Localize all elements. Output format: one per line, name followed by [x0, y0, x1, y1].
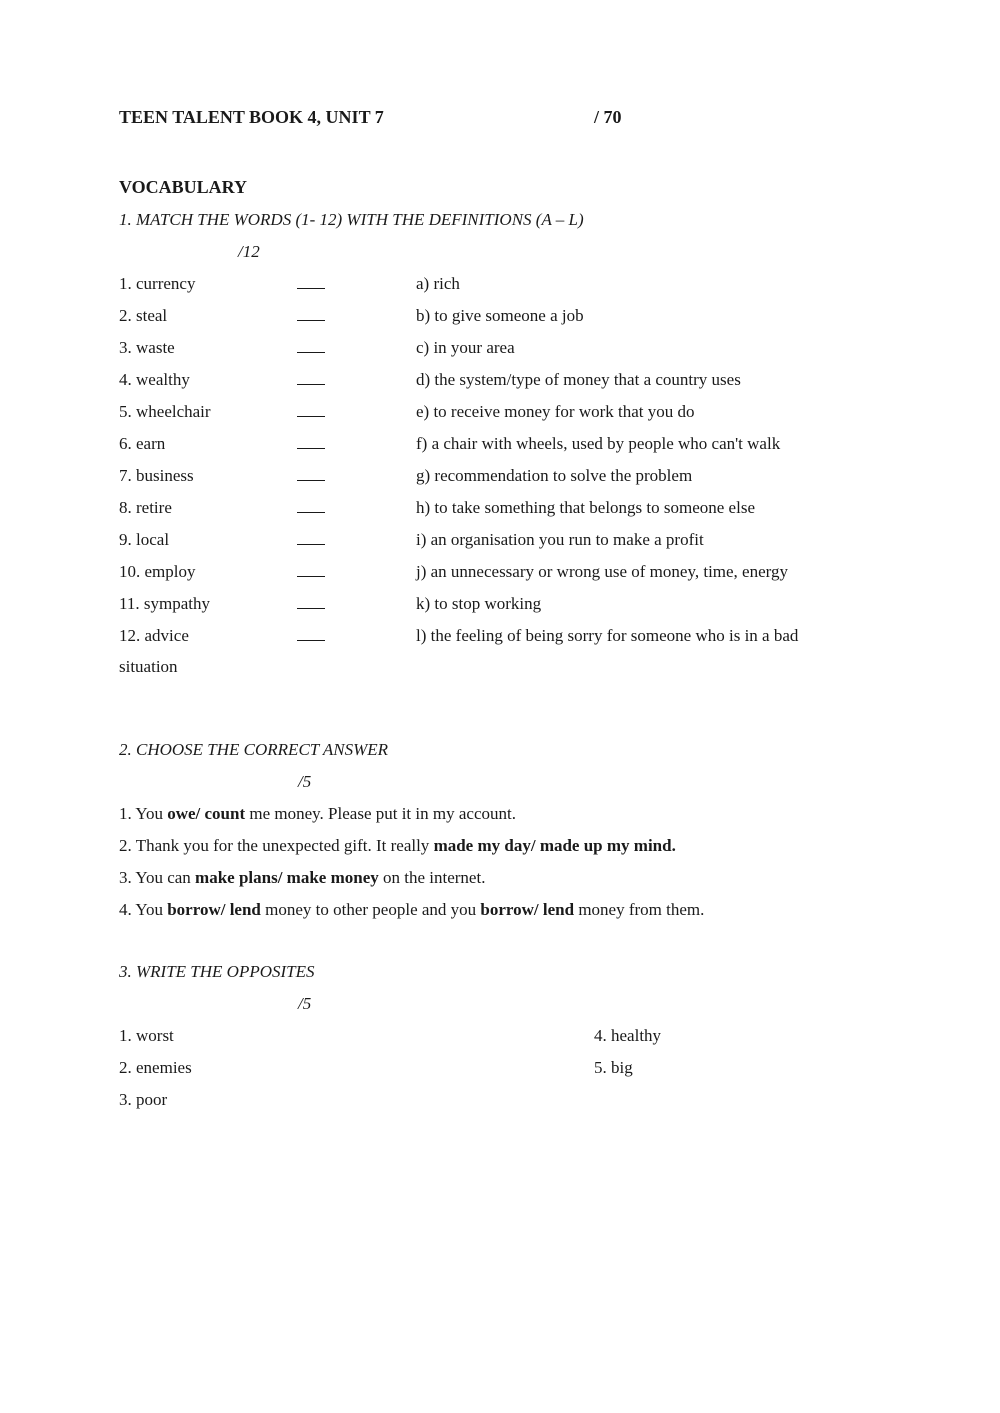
choice-sentence: [119, 900, 704, 920]
choice-sentence: [119, 868, 485, 888]
sentence-text: money to other people and you: [260, 900, 481, 919]
answer-blank[interactable]: [297, 466, 325, 486]
sentence-text: 1. You: [119, 804, 168, 823]
opposite-item: 1. worst: [119, 1026, 174, 1045]
match-row: [0, 370, 1000, 394]
exercise1-instruction: 1. MATCH THE WORDS (1- 12) WITH THE DEFINITIONS (A – L): [119, 210, 584, 229]
match-row: [0, 434, 1000, 458]
answer-blank[interactable]: [297, 626, 325, 646]
match-row: [0, 626, 1000, 650]
match-definition-wrap: situation: [119, 657, 178, 676]
sentence-text: 3. You can: [119, 868, 196, 887]
match-definition: a) rich: [416, 274, 460, 293]
answer-blank[interactable]: [297, 306, 325, 326]
match-word: 5. wheelchair: [119, 402, 211, 421]
match-definition: b) to give someone a job: [416, 306, 584, 325]
match-row: [0, 594, 1000, 618]
sentence-text: me money. Please put it in my account.: [245, 804, 516, 823]
match-definition: f) a chair with wheels, used by people who can't walk: [416, 434, 781, 453]
match-word: 1. currency: [119, 274, 196, 293]
answer-blank[interactable]: [297, 402, 325, 422]
match-word: 3. waste: [119, 338, 175, 357]
match-row: [0, 274, 1000, 298]
answer-blank[interactable]: [297, 338, 325, 358]
match-row: [0, 466, 1000, 490]
match-row: [0, 498, 1000, 522]
answer-options[interactable]: make plans/ make money: [195, 868, 379, 887]
match-word: 10. employ: [119, 562, 196, 581]
answer-blank[interactable]: [297, 434, 325, 454]
opposite-item: 3. poor: [119, 1090, 168, 1109]
match-word: 9. local: [119, 530, 170, 549]
match-word: 4. wealthy: [119, 370, 190, 389]
exercise2-instruction: 2. CHOOSE THE CORRECT ANSWER: [119, 740, 389, 759]
match-definition: c) in your area: [416, 338, 515, 357]
match-row: [0, 402, 1000, 426]
answer-blank[interactable]: [297, 498, 325, 518]
match-row: [0, 562, 1000, 586]
exercise2-score: /5: [298, 772, 312, 791]
total-score: / 70: [594, 107, 622, 127]
match-definition: l) the feeling of being sorry for someone who is in a bad: [416, 626, 799, 645]
opposite-item: 5. big: [594, 1058, 633, 1077]
match-row: [0, 306, 1000, 330]
sentence-text: on the internet.: [378, 868, 486, 887]
choice-sentence: [119, 836, 676, 856]
worksheet-title: TEEN TALENT BOOK 4, UNIT 7: [119, 107, 384, 127]
exercise3-score: /5: [298, 994, 312, 1013]
answer-options[interactable]: owe/ count: [167, 804, 246, 823]
match-word: 12. advice: [119, 626, 189, 645]
answer-options[interactable]: made my day/ made up my mind.: [433, 836, 676, 855]
match-row: [0, 530, 1000, 554]
answer-blank[interactable]: [297, 274, 325, 294]
choice-sentence: [119, 804, 516, 824]
answer-blank[interactable]: [297, 594, 325, 614]
match-definition: i) an organisation you run to make a profit: [416, 530, 704, 549]
answer-options[interactable]: borrow/ lend: [480, 900, 575, 919]
opposite-item: 4. healthy: [594, 1026, 662, 1045]
match-word: 2. steal: [119, 306, 168, 325]
match-definition: g) recommendation to solve the problem: [416, 466, 693, 485]
match-definition: k) to stop working: [416, 594, 542, 613]
answer-blank[interactable]: [297, 370, 325, 390]
match-word: 6. earn: [119, 434, 166, 453]
match-row: [0, 338, 1000, 362]
answer-blank[interactable]: [297, 562, 325, 582]
exercise1-score: /12: [238, 242, 260, 261]
match-word: 8. retire: [119, 498, 172, 517]
section-heading-vocabulary: VOCABULARY: [119, 177, 248, 197]
opposite-item: 2. enemies: [119, 1058, 192, 1077]
match-word: 7. business: [119, 466, 194, 485]
answer-blank[interactable]: [297, 530, 325, 550]
match-definition: d) the system/type of money that a country uses: [416, 370, 741, 389]
match-definition: e) to receive money for work that you do: [416, 402, 695, 421]
match-definition: h) to take something that belongs to someone else: [416, 498, 755, 517]
sentence-text: 2. Thank you for the unexpected gift. It really: [119, 836, 434, 855]
answer-options[interactable]: borrow/ lend: [167, 900, 261, 919]
match-word: 11. sympathy: [119, 594, 210, 613]
exercise3-instruction: 3. WRITE THE OPPOSITES: [119, 962, 315, 981]
sentence-text: money from them.: [574, 900, 705, 919]
sentence-text: 4. You: [119, 900, 168, 919]
match-definition: j) an unnecessary or wrong use of money, time, energy: [416, 562, 788, 581]
